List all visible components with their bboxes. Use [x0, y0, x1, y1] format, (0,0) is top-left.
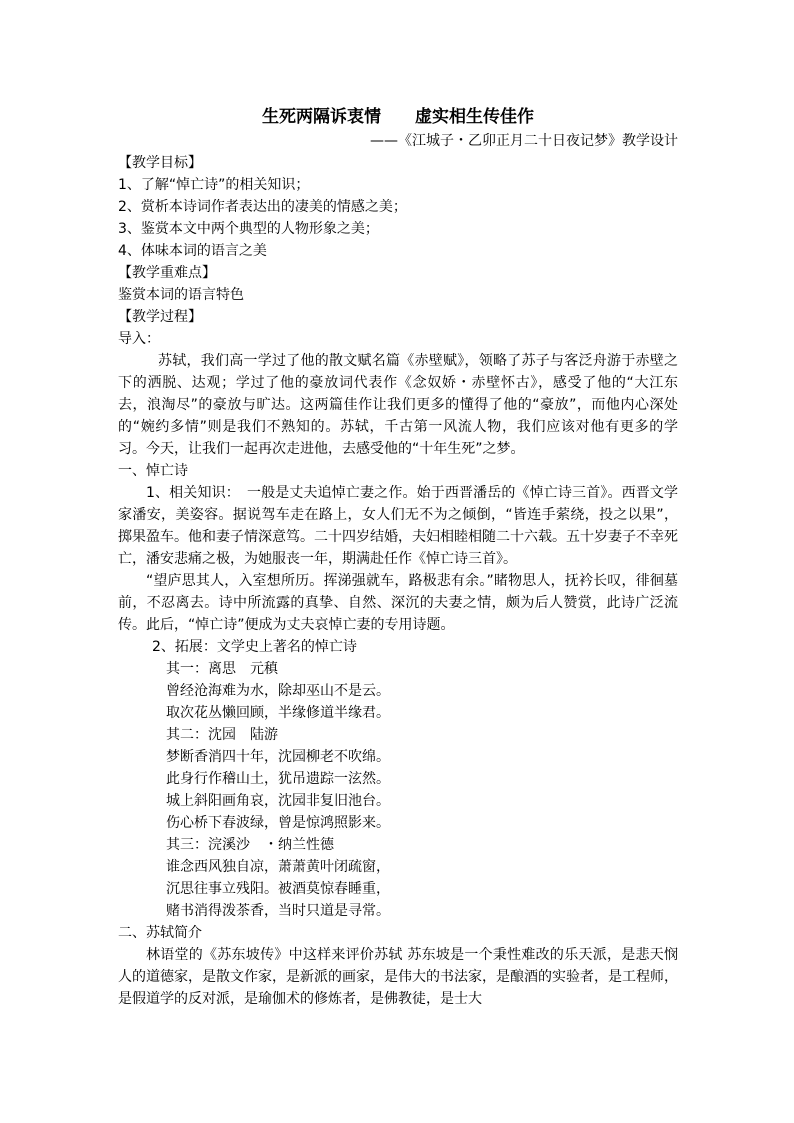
poem-title: 其一：离思 元稹	[166, 661, 278, 677]
document-page	[118, 104, 678, 1010]
intro-label: 导入：	[118, 331, 160, 347]
expand-heading: 2、拓展：文学史上著名的悼亡诗	[152, 639, 357, 655]
section1-heading: 一、悼亡诗	[118, 463, 188, 479]
poem-line: 曾经沧海难为水，除却巫山不是云。	[166, 683, 390, 699]
poem-line: 沉思往事立残阳。被酒莫惊春睡重，	[166, 881, 390, 897]
poem-line: 梦断香消四十年，沈园柳老不吹绵。	[166, 749, 390, 765]
key-points-heading: 【教学重难点】	[118, 265, 216, 281]
objective-item: 2、赏析本诗词作者表达出的凄美的情感之美；	[118, 199, 407, 215]
section1-paragraph-2: “望庐思其人，入室想所历。挥涕强就车，路极悲有余。”睹物思人，抚衿长叹，徘徊墓前，不忍离去。诗中所流露的真挚、自然、深沉的夫妻之情，颇为后人赞赏，此诗广泛流传。此后，“悼亡诗”便成为丈夫哀悼亡妻的专用诗题。	[118, 573, 678, 633]
poem-title: 其二：沈园 陆游	[166, 727, 278, 743]
poem-line: 谁念西风独自凉，萧萧黄叶闭疏窗，	[166, 859, 390, 875]
poem-title: 其三：浣溪沙 ・纳兰性德	[166, 837, 334, 853]
poem-line: 城上斜阳画角哀，沈园非复旧池台。	[166, 793, 390, 809]
poem-line: 赌书消得泼茶香，当时只道是寻常。	[166, 903, 390, 919]
objective-item: 3、鉴赏本文中两个典型的人物形象之美；	[118, 221, 379, 237]
section2-paragraph: 林语堂的《苏东坡传》中这样来评价苏轼 苏东坡是一个秉性难改的乐天派，是悲天悯人的道德家，是散文作家，是新派的画家，是伟大的书法家，是酿酒的实验者，是工程师，是假道学的反对派，是瑜伽术的修炼者，是佛教徒，是士大	[118, 947, 678, 1007]
process-heading: 【教学过程】	[118, 309, 202, 325]
poem-line: 伤心桥下春波绿，曾是惊鸿照影来。	[166, 815, 390, 831]
objective-item: 1、了解“悼亡诗”的相关知识；	[118, 177, 310, 193]
document-subtitle: ——《江城子・乙卯正月二十日夜记梦》教学设计	[370, 133, 678, 149]
intro-paragraph: 苏轼，我们高一学过了他的散文赋名篇《赤壁赋》，领略了苏子与客泛舟游于赤壁之下的洒脱、达观；学过了他的豪放词代表作《念奴娇・赤壁怀古》，感受了他的“大江东去，浪淘尽”的豪放与旷达。这两篇佳作让我们更多的懂得了他的“豪放”，而他内心深处的“婉约多情”则是我们不熟知的。苏轼，千古第一风流人物，我们应该对他有更多的学习。今天，让我们一起再次走进他，去感受他的“十年生死”之梦。	[118, 353, 678, 457]
objectives-heading: 【教学目标】	[118, 155, 202, 171]
key-points-text: 鉴赏本词的语言特色	[118, 287, 244, 303]
section1-paragraph-1: 1、相关知识： 一般是丈夫追悼亡妻之作。始于西晋潘岳的《悼亡诗三首》。西晋文学家潘安，美姿容。据说驾车走在路上，女人们无不为之倾倒，“皆连手萦绕，投之以果”，掷果盈车。他和妻子情深意笃。二十四岁结婚，夫妇相睦相随二十六载。五十岁妻子不幸死亡，潘安悲痛之极，为她服丧一年，期满赴任作《悼亡诗三首》。	[118, 485, 678, 567]
section2-heading: 二、苏轼简介	[118, 925, 202, 941]
poem-line: 此身行作稽山土，犹吊遗踪一泫然。	[166, 771, 390, 787]
objective-item: 4、体味本词的语言之美	[118, 243, 267, 259]
poem-line: 取次花丛懒回顾，半缘修道半缘君。	[166, 705, 390, 721]
document-title: 生死两隔诉衷情 虚实相生传佳作	[262, 107, 534, 127]
